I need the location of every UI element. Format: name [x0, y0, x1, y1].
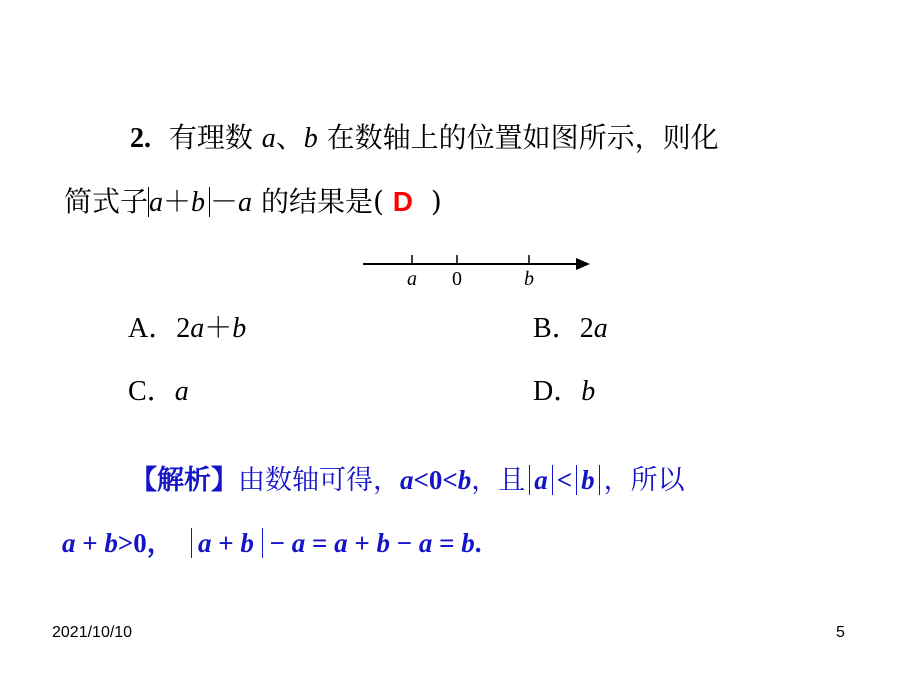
l2-end: .	[474, 528, 482, 558]
option-a-var2: b	[232, 313, 247, 344]
question-line2-prefix: 简式子	[64, 185, 149, 218]
l2-minus: −	[262, 528, 292, 558]
question-close-paren: )	[430, 185, 442, 218]
analysis-line-1	[130, 462, 685, 499]
analysis-comma-1: ，且	[471, 465, 526, 496]
l2-b3: b	[461, 528, 475, 558]
analysis-text-2: ，所以	[603, 465, 685, 496]
tick-label-b: b	[524, 268, 534, 290]
l2-a3: a	[334, 528, 348, 558]
l2-a4: a	[418, 528, 433, 558]
option-c[interactable]	[128, 373, 189, 410]
l2-a: a	[62, 528, 76, 558]
abs-a: a	[534, 465, 548, 495]
option-b[interactable]	[533, 310, 608, 347]
option-b-coef: 2	[579, 313, 594, 344]
ineq-mid: <0<	[413, 465, 458, 495]
question-line2-mid: 的结果是(	[260, 185, 384, 218]
l2-b2: b	[376, 528, 391, 558]
number-line-arrow	[576, 258, 590, 270]
option-d-letter: D	[533, 376, 554, 407]
expr-minus: －	[210, 185, 239, 218]
answer-letter: D	[392, 186, 414, 217]
l2-b: b	[104, 528, 118, 558]
abs-a-bar-right	[552, 465, 553, 495]
var-b: b	[303, 123, 318, 154]
l2-abs-bar-left	[191, 528, 192, 558]
l2-abs-b: b	[240, 528, 254, 558]
l2-eq: =	[305, 528, 335, 558]
option-a-coef: 2	[176, 313, 191, 344]
option-c-dot: ．	[146, 374, 175, 407]
l2-gt0: >0，	[117, 528, 174, 558]
question-text-start: 有理数	[168, 121, 253, 154]
option-b-dot: ．	[551, 311, 580, 344]
tick-label-zero: 0	[452, 268, 462, 290]
option-c-var1: a	[174, 376, 189, 407]
option-a-var1: a	[190, 313, 205, 344]
separator: 、	[275, 121, 304, 154]
abs-a-bar-left	[529, 465, 530, 495]
option-d-dot: ．	[553, 374, 582, 407]
abs-b-bar-left	[576, 465, 577, 495]
option-d[interactable]	[533, 373, 595, 410]
option-a-letter: A	[128, 313, 149, 344]
question-number-dot: .	[144, 123, 151, 154]
option-a[interactable]	[128, 310, 246, 347]
option-b-var1: a	[593, 313, 608, 344]
expr-a2: a	[238, 187, 253, 218]
question-line-1	[130, 120, 719, 157]
analysis-text-1: 由数轴可得，	[238, 465, 400, 496]
l2-eq2: =	[432, 528, 462, 558]
footer-date: 2021/10/10	[52, 624, 133, 641]
option-a-op: ＋	[204, 311, 233, 344]
question-text-end: 在数轴上的位置如图所示，则化	[326, 121, 719, 154]
tick-label-a: a	[407, 268, 417, 290]
expr-a: a	[149, 187, 164, 218]
option-d-var1: b	[581, 376, 596, 407]
question-number: 2	[130, 123, 144, 154]
l2-plus: +	[75, 528, 105, 558]
option-a-dot: ．	[148, 311, 177, 344]
option-c-letter: C	[128, 376, 147, 407]
l2-a2: a	[291, 528, 306, 558]
option-b-letter: B	[533, 313, 552, 344]
expr-plus: ＋	[163, 185, 192, 218]
l2-minus2: −	[390, 528, 419, 558]
l2-abs-plus: +	[211, 528, 241, 558]
question-line-2	[64, 184, 442, 221]
abs-lt: <	[556, 465, 573, 495]
expr-b: b	[191, 187, 206, 218]
abs-b-bar-right	[599, 465, 600, 495]
var-a: a	[261, 123, 276, 154]
footer-page-number: 5	[836, 624, 845, 641]
analysis-line-2	[62, 525, 482, 562]
abs-b: b	[581, 465, 595, 495]
analysis-tag: 【解析】	[130, 465, 238, 496]
l2-abs-a: a	[197, 528, 212, 558]
ineq-b: b	[457, 465, 472, 495]
ineq-a: a	[400, 465, 414, 495]
l2-plus2: +	[347, 528, 377, 558]
